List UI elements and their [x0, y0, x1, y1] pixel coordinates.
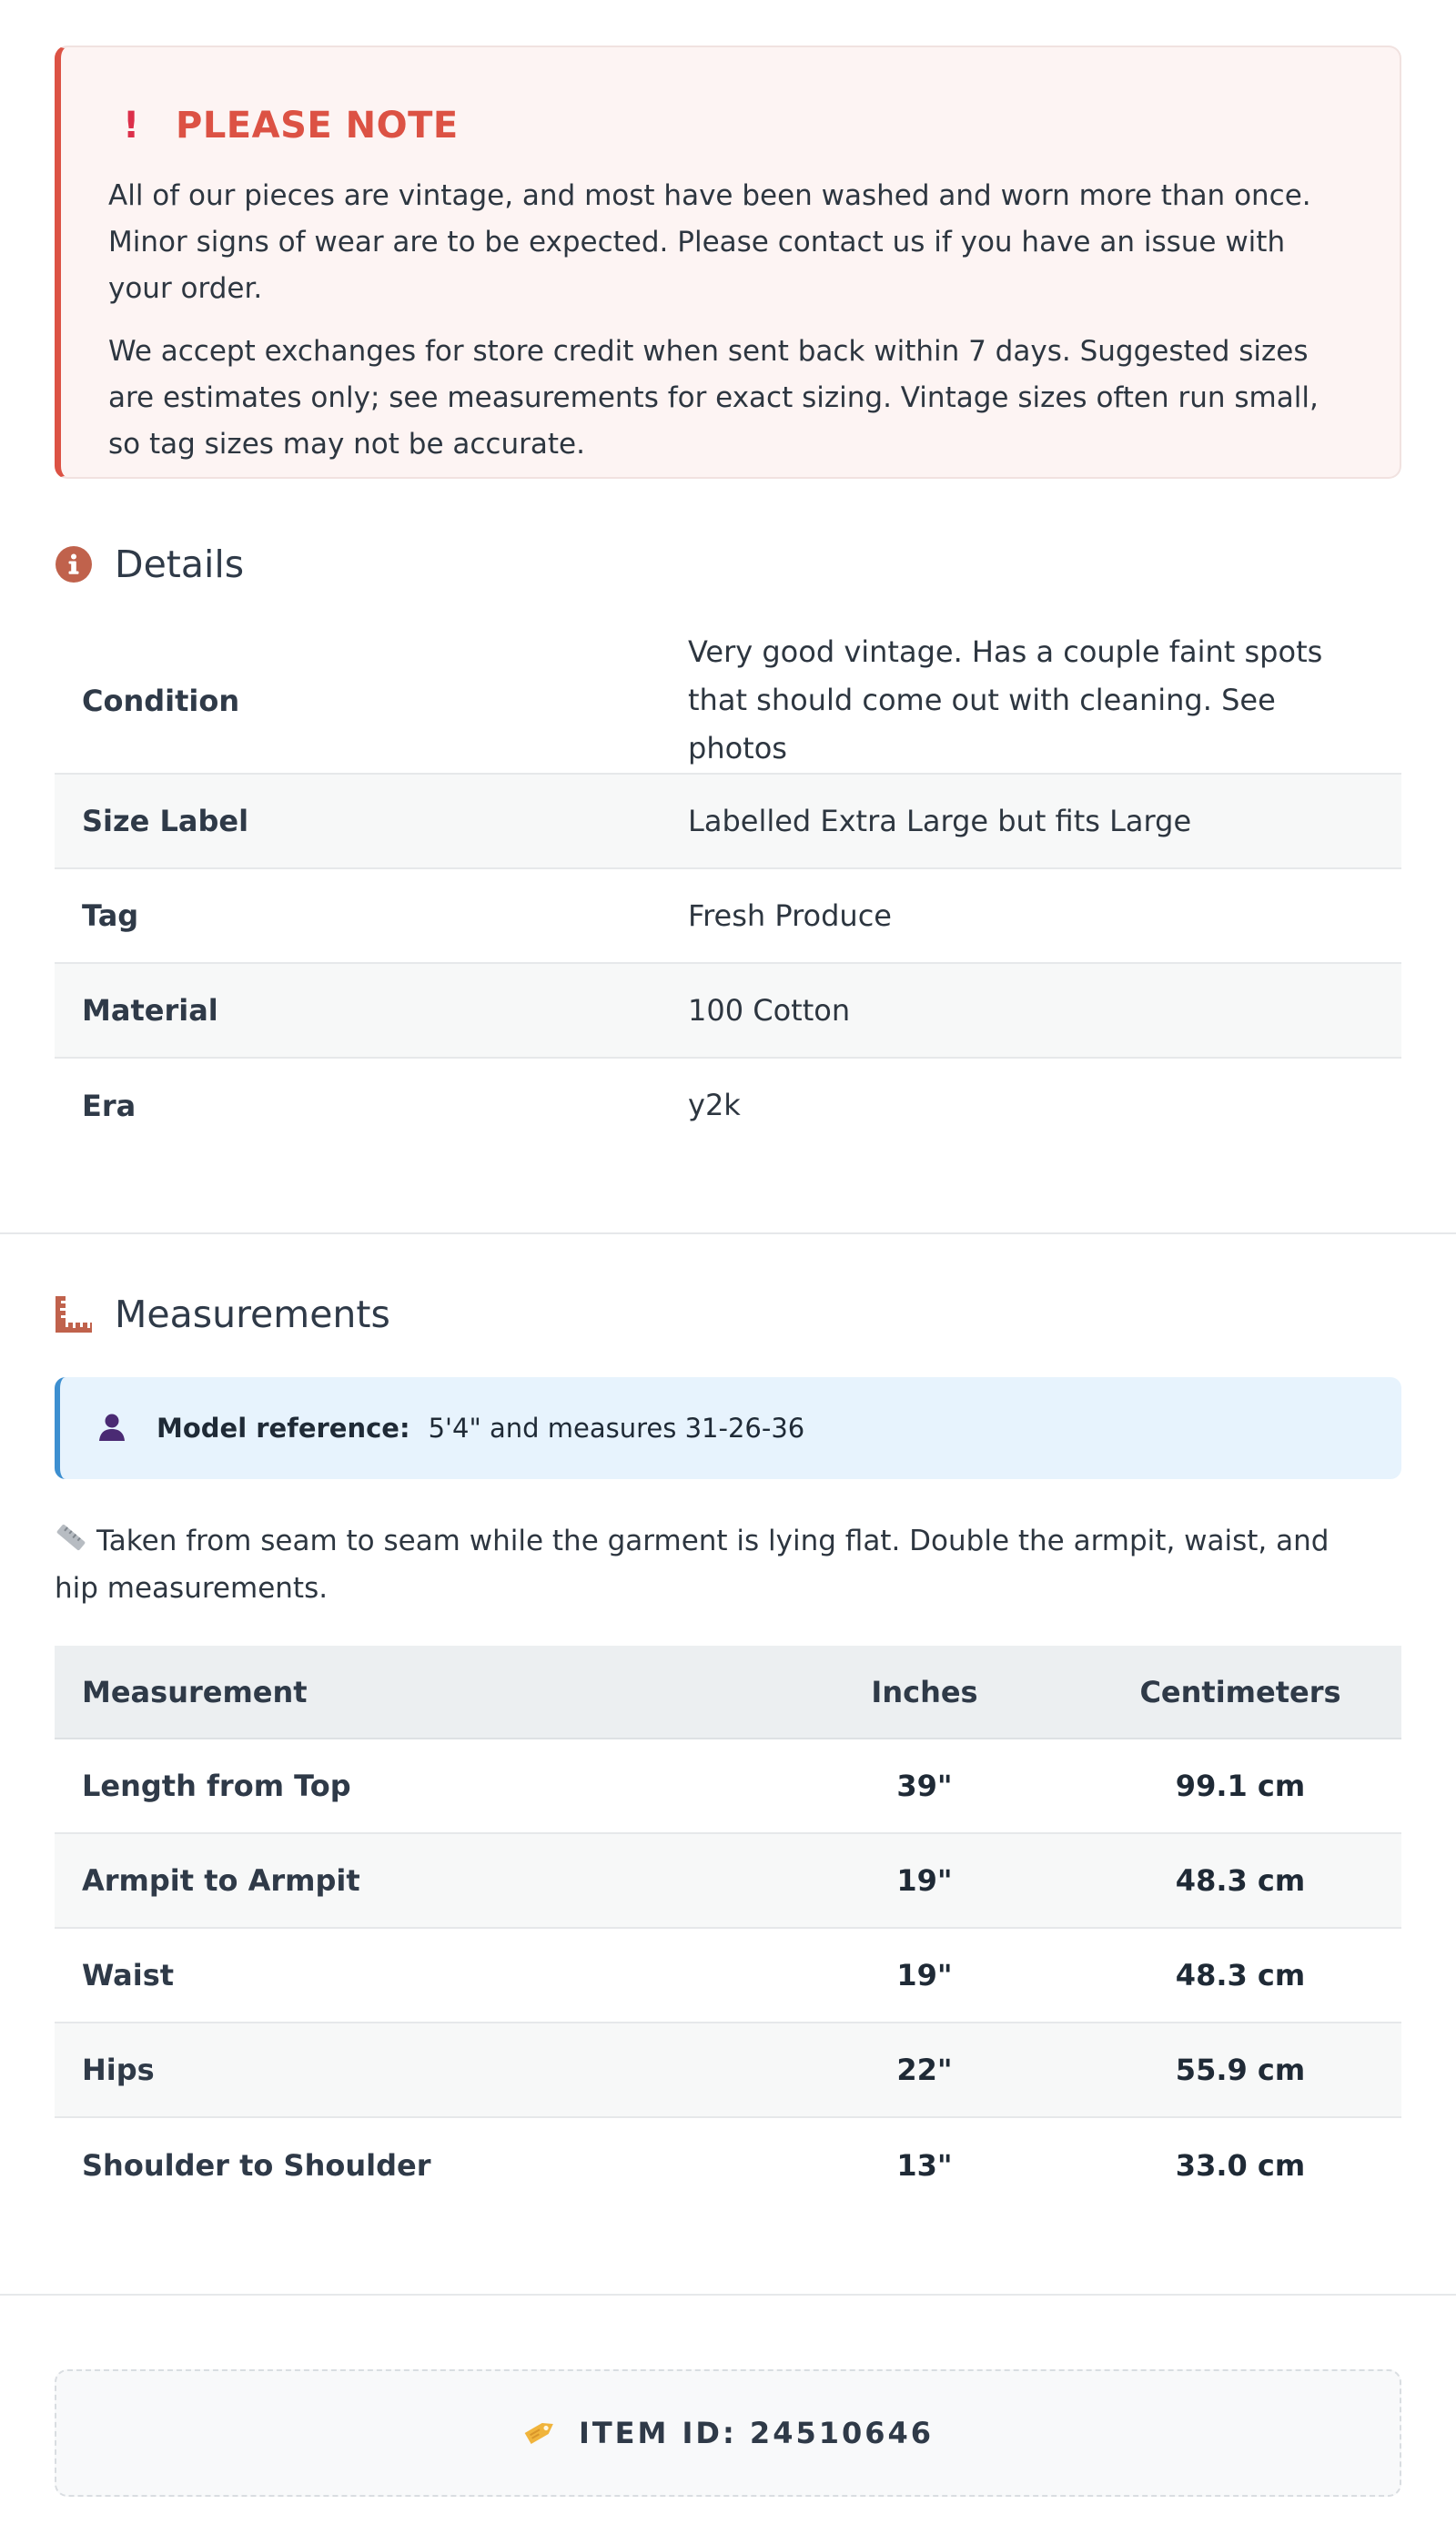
measurement-note [55, 1518, 1365, 1612]
column-header-measurement: Measurement [55, 1646, 770, 1739]
measurement-inches: 19" [770, 1833, 1079, 1928]
measurement-name: Shoulder to Shoulder [82, 2147, 431, 2183]
measurement-name: Waist [55, 1928, 770, 2023]
measurement-cm: 99.1 cm [1079, 1739, 1401, 1833]
measurement-cm: 55.9 cm [1079, 2023, 1401, 2117]
details-title: Details [115, 542, 245, 586]
notice-header [108, 98, 1352, 153]
table-row [55, 2117, 1401, 2212]
model-reference-value: 5'4" and measures 31-26-36 [428, 1413, 805, 1444]
measurement-inches: 19" [770, 1928, 1079, 2023]
detail-label: Tag [55, 868, 661, 963]
table-row [55, 1833, 1401, 1928]
details-row-material [55, 963, 1401, 1058]
measurement-note-text: Taken from seam to seam while the garment is lying flat. Double the armpit, waist, and hip measurements. [55, 1525, 1330, 1605]
ruler-combined-icon [55, 1295, 93, 1333]
measurements-table [55, 1646, 1401, 2212]
section-divider [0, 2294, 1456, 2296]
section-divider [0, 1232, 1456, 1234]
ruler-icon [55, 1519, 87, 1566]
exclamation-icon: ! [123, 105, 140, 147]
detail-value: 100 Cotton [661, 963, 1401, 1058]
table-row [55, 1928, 1401, 2023]
model-reference-label: Model reference: [157, 1413, 410, 1444]
table-row [55, 1739, 1401, 1833]
column-header-inches: Inches [770, 1646, 1079, 1739]
measurement-cm: 48.3 cm [1079, 1928, 1401, 2023]
details-row-era [55, 1058, 1401, 1152]
measurement-name: Hips [55, 2023, 770, 2117]
please-note-box [55, 46, 1401, 479]
table-row [55, 2023, 1401, 2117]
detail-value: Labelled Extra Large but fits Large [661, 774, 1401, 868]
notice-paragraph-returns: All of our pieces are vintage, and most have been washed and worn more than once. Minor signs of wear are to be expected. Please contact us if you have an issue with your order. [108, 179, 1311, 305]
details-header [55, 542, 244, 586]
model-reference-box [55, 1377, 1401, 1479]
detail-label: Condition [55, 628, 661, 774]
tag-icon [522, 2416, 559, 2450]
measurement-inches: 39" [770, 1739, 1079, 1833]
measurement-cm: 48.3 cm [1079, 1833, 1401, 1928]
measurement-inches: 22" [770, 2023, 1079, 2117]
notice-paragraph-sizing: We accept exchanges for store credit when sent back within 7 days. Suggested sizes are estimates only; see measurements for exact sizing. Vintage sizes often run small, so tag sizes may not be accurate. [108, 335, 1319, 461]
user-icon [96, 1411, 127, 1445]
column-header-centimeters: Centimeters [1079, 1646, 1401, 1739]
detail-label: Material [55, 963, 661, 1058]
details-row-tag [55, 868, 1401, 963]
measurement-name: Armpit to Armpit [55, 1833, 770, 1928]
detail-value: Fresh Produce [661, 868, 1401, 963]
item-id-box [55, 2369, 1401, 2497]
details-row-size-label [55, 774, 1401, 868]
details-table [55, 628, 1401, 1152]
detail-value: y2k [688, 1088, 741, 1122]
measurement-inches: 13" [896, 2147, 953, 2183]
detail-value: Very good vintage. Has a couple faint spots that should come out with cleaning. See photos [661, 628, 1401, 774]
measurements-header [55, 1293, 390, 1336]
measurement-name: Length from Top [55, 1739, 770, 1833]
item-id-text: ITEM ID: 24510646 [578, 2416, 935, 2450]
details-row-condition [55, 628, 1401, 774]
measurement-cm: 33.0 cm [1175, 2147, 1306, 2183]
measurements-title: Measurements [115, 1293, 390, 1336]
notice-title: PLEASE NOTE [176, 105, 459, 147]
measurements-header-row [55, 1646, 1401, 1739]
detail-label: Size Label [55, 774, 661, 868]
detail-label: Era [82, 1088, 136, 1123]
info-circle-icon [55, 545, 93, 583]
